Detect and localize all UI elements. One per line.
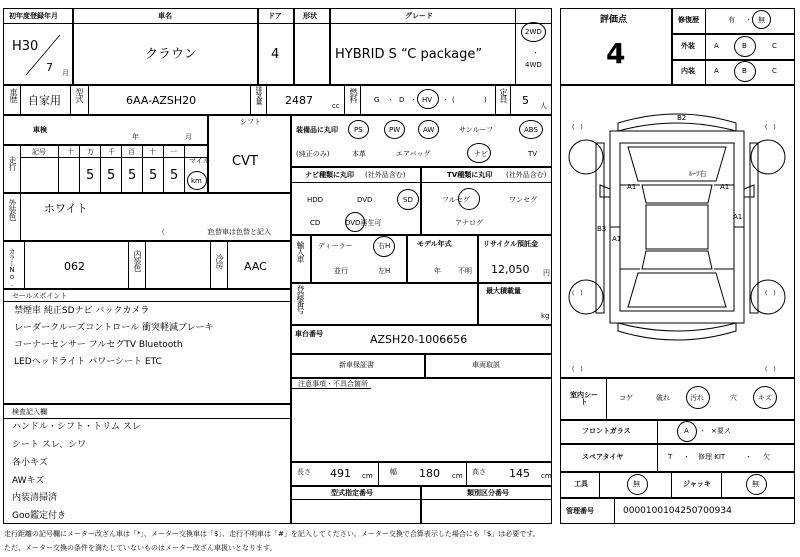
cn-div5 [227,241,228,289]
car-name: クラウン [145,47,198,62]
reg-number-label: 登録番号 [296,285,305,313]
import-parallel: 並行 [334,267,348,275]
car-name-label: 車名 [158,12,172,20]
km-label: km [191,177,202,185]
fuel-hv-circle [417,89,439,109]
length: 491 [330,467,351,480]
nav-sd: SD [403,196,413,204]
inspector-line-6: Goo鑑定付き [12,511,66,521]
category-label: 類別区分番号 [467,489,509,497]
length-cm: cm [362,472,373,480]
dig-div4 [121,145,122,193]
r2-div2 [70,85,71,115]
tv-analog: アナログ [455,219,483,227]
cc: cc [332,102,340,110]
color-note: 色替車は色替と記入 [208,228,271,236]
spare-dot2: ・ [745,453,752,461]
sales-line-4: LEDヘッドライト パワーシート ETC [14,357,162,367]
interior-b-circle [734,61,756,82]
damage-roof: ﾙｰﾌ右 [689,170,707,178]
shift: CVT [232,154,258,169]
color-value: ホワイト [44,202,88,215]
reg-month-unit: 月 [62,69,69,77]
equip-leather: 本革 [352,150,366,158]
r2-div4 [250,85,251,115]
recycle-yen: 円 [543,269,550,277]
shift-label: シフト [240,118,261,126]
equip-airbag: エアバッグ [396,150,431,158]
width: 180 [419,467,440,480]
warranty: 新車保証書 [339,361,374,369]
inspector-line-2: シート スレ、シワ [12,440,87,450]
equip-navi: ナビ [474,150,488,158]
km-circle [187,171,207,190]
ac: AAC [244,260,267,273]
doors: 4 [271,47,280,62]
r2-div5 [266,85,267,115]
svg-text:( ): ( ) [765,366,776,373]
digit-5: 5 [170,168,179,183]
import-dealer: ディーラー [318,242,353,250]
fuel-hv: HV [422,96,433,104]
tools-circle [627,474,648,495]
usage: 自家用 [28,94,61,107]
length-label: 長さ [297,468,311,476]
nav-cd: CD [310,219,321,227]
drive-cell [515,8,552,85]
interior-label: 内装 [681,67,695,75]
grade-label: グレード [405,12,433,20]
color-div [20,193,21,241]
dim-div2 [466,462,467,486]
color-no: 062 [64,260,85,273]
cn-div4 [210,241,211,289]
dig-div6 [163,145,164,193]
inspector-line-5: 内装清掃済 [12,493,58,503]
mgmt: 0000100104250700934 [623,506,732,516]
exterior-c: C [772,42,777,50]
r2-div3 [88,85,89,115]
exterior-b: B [742,42,747,50]
sales-points-label: セールスポイント [12,292,68,300]
nav-label: ナビ種類に丸印 [305,171,354,179]
sales-line-1: 禁煙車 純正SDナビ バックカメラ [14,306,150,316]
glass-label: フロントガラス [582,427,631,435]
tv-sub: (社外品含む) [506,171,547,179]
digit-4: 5 [149,168,158,183]
dig-div3 [100,145,101,193]
reg-year-divider [3,23,73,24]
jack-label: ジャッキ [683,480,711,488]
width-cm: cm [452,472,463,480]
r2-div8 [495,85,496,115]
cn-div1 [24,241,25,289]
dig-div5 [142,145,143,193]
score: 4 [606,37,626,70]
cn-div2 [128,241,129,289]
seat-hole: 穴 [730,394,737,402]
jack-circle [746,474,767,495]
jack: 無 [752,480,759,488]
displacement: 2487 [285,94,313,107]
score-label: 評価点 [600,15,628,25]
equip-ps: PS [354,126,363,134]
fuel-d: D [399,96,405,104]
interior-a: A [714,67,719,75]
ml-div [20,145,21,193]
model: 6AA-AZSH20 [126,94,197,107]
car-diagram [560,85,795,378]
fuel-dot2: ・ [410,96,417,104]
r2-div9 [510,85,511,115]
ac-label: 冷房 [215,254,224,268]
seat-label: 室内シート [570,391,598,406]
shape-label: 形状 [303,12,317,20]
equip-sunroof: サンルーフ [459,126,494,134]
spare-label: スペアタイヤ [582,453,624,461]
seat-scratch: キズ [758,394,772,402]
repair-no: 無 [758,16,765,24]
damage-a1-right: A1 [720,183,730,191]
r2-div1 [20,85,21,115]
inspector-line-4: AWキズ [12,476,45,486]
equip-ps-circle [348,120,369,139]
recycle: 12,050 [491,263,530,276]
digit-h2: 万 [87,148,94,156]
drive-4wd: 4WD [525,61,542,69]
seat-dirt-circle [686,386,710,409]
damage-b2: B2 [677,114,687,122]
repair-yes: 有 [728,16,735,24]
capacity-label: 定員 [499,88,508,102]
damage-a1-side: A1 [733,213,743,221]
nav-sd-circle [397,189,419,210]
inspector-line-3: 各小キズ [12,458,48,468]
reg-era: H30 [12,39,39,54]
glass-replace: ×要ス [711,427,731,435]
usage-label: 車歴 [9,88,18,102]
fuel-dot1: ・ [387,96,394,104]
footer-line-1: 走行距離の記号欄にメーター改ざん車は「*」、メーター交換車は「$」、走行不明車は「#」を記入してください。メーター交換で合算表示した場合にも「$」は必要です。 [4,530,540,538]
interior-color-label: 内装色 [133,250,142,271]
reg-number-cell [291,283,478,325]
fuel-label: 燃料 [349,88,358,102]
spare-missing: 欠 [763,453,770,461]
equip-aw-circle [418,120,439,139]
seat-tear: 破れ [656,394,670,402]
color-paren: （ ） [158,228,214,236]
equip-abs: ABS [524,126,538,134]
digit-3: 5 [128,168,137,183]
dig-div1 [58,145,59,193]
nav-dvd-play: DVD再生可 [345,219,382,227]
repair-dot: ・ [745,16,752,24]
svg-text:( ): ( ) [765,290,776,297]
row2 [3,85,552,115]
manual: 車両取説 [472,361,500,369]
model-year-label: モデル年式 [417,240,452,248]
sales-line-2: レーダークルーズコントロール 衝突軽減ブレーキ [14,323,214,333]
width-label: 幅 [390,468,397,476]
model-year-year: 年 [434,267,441,275]
digit-h6: 一 [170,148,177,156]
dig-div2 [79,145,80,193]
seat-scratch-circle [753,386,777,409]
fuel-dot3: ・ [442,96,449,104]
nav-hdd: HDD [307,196,324,204]
equip-abs-circle [519,120,543,139]
chassis: AZSH20-1006656 [370,333,468,346]
svg-text:( ): ( ) [765,124,776,131]
mileage-label: 走行 [8,156,17,170]
nav-dvd: DVD [357,196,373,204]
tv-fullseg-circle [458,188,480,210]
sp-hdiv [3,301,291,302]
digit-h1: 十 [67,148,74,156]
digit-2: 5 [107,168,116,183]
equip-tv: TV [528,150,538,158]
import-right-circle [373,236,395,257]
seat-burn: コゲ [619,394,633,402]
notes-label: 注意事項・不具合箇所 [298,380,368,388]
inspector-line-1: ハンドル・シフト・トリム スレ [12,422,141,432]
nav-dvd-play-circle [345,212,365,232]
equipment-sub: (純正のみ) [296,150,330,158]
equip-aw: AW [423,126,435,134]
reg-slash [20,33,64,77]
glass-dot: ・ [699,427,706,435]
spare-kit: 修理 KIT [698,453,726,461]
repair-label: 修復歴 [678,16,699,24]
tools-label: 工具 [574,480,588,488]
interior-b: B [742,67,747,75]
digit-h0: 記号 [32,148,46,156]
nav-sub: (社外品含む) [365,171,406,179]
spare-dot1: ・ [683,453,690,461]
recycle-label: リサイクル預託金 [483,240,539,248]
shaken-year: 年 [132,133,139,141]
chassis-label: 車台番号 [295,330,323,338]
import-label: 輸入車 [296,241,305,262]
equip-pw: PW [389,126,401,134]
reg-year-label: 初年度登録年月 [9,12,58,20]
tv-oneseg: ワンセグ [509,196,537,204]
exterior-b-circle [734,36,756,57]
mgmt-label: 管理番号 [566,507,594,515]
dig-div7 [184,145,185,193]
capacity: 5 [522,94,529,107]
grade: HYBRID S “C package” [335,47,483,62]
shaken-month: 月 [185,133,192,141]
tv-fullseg: フルセグ [442,196,470,204]
equipment-label: 装備品に丸印 [296,126,338,134]
import-left: 左H [378,267,391,275]
exterior-a: A [714,42,719,50]
cn-div3 [145,241,146,289]
drive-2wd: 2WD [525,28,542,36]
glass-a-circle [677,421,697,442]
interior-c: C [772,67,777,75]
height: 145 [509,467,530,480]
exterior-label: 外装 [681,42,695,50]
digit-h4: 百 [128,148,135,156]
notes-hdiv [291,388,371,389]
dim-div1 [378,462,379,486]
model-year-unknown: 不明 [458,267,472,275]
tools: 無 [633,480,640,488]
in-hdiv [3,418,291,419]
mile-label: マイル [189,157,210,165]
fuel-paren-close: ) [484,96,487,104]
svg-text:( ): ( ) [572,290,583,297]
footer-line-2: ただ、メーター交換の条件を満たしていないものはメーター改ざん車扱いとなります。 [4,544,277,552]
ml-hdiv [20,157,208,158]
seat-dirt: 汚れ [690,394,704,402]
notes-cell [291,378,552,462]
spare-t: T [668,453,673,461]
digit-1: 5 [86,168,95,183]
capacity-unit: 人 [540,102,547,110]
equip-pw-circle [384,120,405,139]
fuel-paren-open: ( [452,96,455,104]
max-load-kg: kg [541,312,550,320]
svg-text:( ): ( ) [572,366,583,373]
shaken-label: 車検 [33,126,47,134]
tv-label: TV種類に丸印 [447,171,493,179]
auction-sheet: 初年度登録年月 H30 7 月 車名 クラウン ドア 4 形状 グレード HYBRID S “C package” 2WD ・ 4WD 評価点 4 修復歴 有 ・ 無 外装 A B C 内装 A B C 車歴 自家用 型式 6AA-AZSH20 排気量 2487 cc 燃料 G ・ D ・ HV ・ ( ) 定員 5 人 車検 年 月 シフト CVT 走行 記号 十 万 千 百 十 一 マイル 5 5 5 5 5 km 外装色 ホワイト （ ） 色替車は色替と記入 カラーNo. 062 内装色 冷房 AAC 装備品に丸印 (純正のみ) PS PW AW サンルーフ ABS 本革 エアバッグ ナビ TV ナビ種類に丸印 (社外品含む) HDD DVD SD CD DVD再生可 TV種類に丸印 (社外品含む) フルセグ ワンセグ アナログ 輸入車 ディーラー 並行 右H 左H モデル年式 年 不明 リサイクル預託金 12,050 円 セールスポイント 禁煙車 純正SDナビ バックカメラ レーダークルーズコントロール 衝突軽減ブレーキ コーナーセンサー フルセグTV Bluetooth LEDヘッドライト パワーシート ETC 検査記入欄 ハンドル・シフト・トリム スレ シート スレ、シワ 各小キズ AWキズ 内装清掃済 Goo鑑定付き 登録番号 最大積載量 kg 車台番号 AZSH20-1006656 新車保証書 車両取説 注意事項・不具合箇所 長さ 491 cm 幅 180 cm 高さ 145 cm 型式指定番号 類別区分番号 ( ) ( ) ( ) ( ) ( ) ( ) B2 A1 A1 B3 A1 ﾙｰﾌ右 A1 室内シート コゲ 破れ 汚れ 穴 キズ フロントガラス A ・ ×要ス スペアタイヤ T ・ 修理 KIT ・ 欠 工具 無 ジャッキ 無 管理番号 0000100104250700934 走行距離の記号欄にメーター改ざん車は「*」、メーター交換車は「$」、走行不明車は「#」を記入してください。メーター交換で合算表示した場合にも「$」は必要です。 ただ、メーター交換の条件を満たしていないものはメーター改ざん車扱いとなります。 [0,0,800,557]
color-label: 外装色 [8,199,17,220]
model-label: 型式 [75,88,84,102]
equip-navi-circle [467,143,491,163]
damage-a1-left: A1 [627,183,637,191]
inspector-label: 検査記入欄 [12,408,47,416]
type-cert-label: 型式指定番号 [331,489,373,497]
fuel-g: G [374,96,380,104]
damage-b3: B3 [597,225,607,233]
door-label: ドア [268,12,282,20]
glass-a: A [684,427,689,435]
digit-h5: 十 [149,148,156,156]
import-right: 右H [378,242,391,250]
r2-div6 [344,85,345,115]
color-no-label: カラーNo. [8,248,16,287]
digit-h3: 千 [108,148,115,156]
sales-line-3: コーナーセンサー フルセグTV Bluetooth [14,340,183,350]
reg-month: 7 [46,61,53,74]
repair-no-circle [752,10,771,29]
displacement-label: 排気量 [255,86,263,104]
height-cm: cm [541,472,552,480]
max-load-label: 最大積載量 [486,287,521,295]
svg-text:( ): ( ) [572,124,583,131]
r2-div7 [360,85,361,115]
damage-a1-rear: A1 [612,235,622,243]
height-label: 高さ [472,468,486,476]
